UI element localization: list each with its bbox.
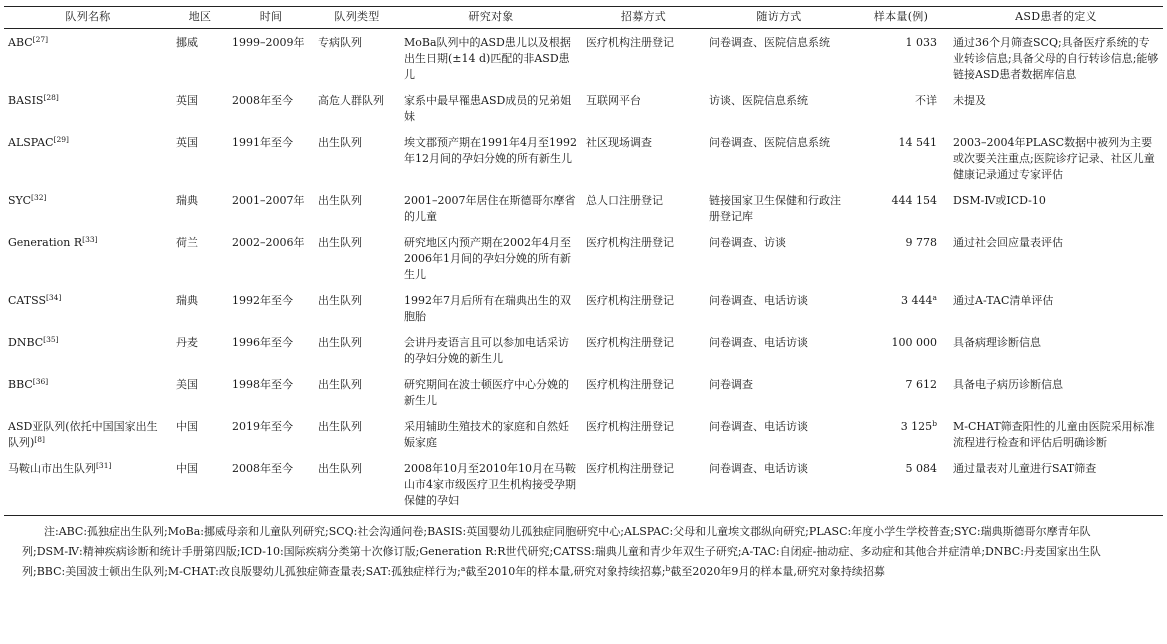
- cell-asd-definition-text: 具备病理诊断信息: [953, 336, 1041, 349]
- header-asd-definition: ASD患者的定义: [949, 7, 1163, 29]
- cell-sample-size-text: 5 084: [905, 462, 937, 475]
- cell-asd-definition-text: 通过36个月筛查SCQ;具备医疗系统的专业转诊信息;具备父母的自行转诊信息;能够链接ASD患者数据库信息: [953, 36, 1159, 81]
- cell-region: [172, 413, 228, 455]
- cell-cohort-type: [314, 87, 400, 129]
- cell-cohort-name: [4, 229, 172, 287]
- cell-region: [172, 287, 228, 329]
- cell-region-text: 挪威: [176, 36, 198, 49]
- cell-region-text: 中国: [176, 462, 198, 475]
- cell-sample-size: [853, 29, 949, 88]
- cell-time: [228, 371, 314, 413]
- header-subject: 研究对象: [400, 7, 582, 29]
- cell-cohort-type: [314, 187, 400, 229]
- cell-time-text: 1996年至今: [232, 336, 293, 349]
- cell-asd-definition-text: M-CHAT筛查阳性的儿童由医院采用标准流程进行检查和评估后明确诊断: [953, 420, 1155, 449]
- footnote-sup-a: a: [460, 564, 466, 573]
- cell-region-text: 瑞典: [176, 194, 198, 207]
- cell-time: [228, 87, 314, 129]
- cell-followup-text: 问卷调查、医院信息系统: [709, 136, 830, 149]
- cell-recruit-text: 医疗机构注册登记: [586, 462, 674, 475]
- cell-followup: [705, 329, 853, 371]
- cell-sample-size: [853, 413, 949, 455]
- cell-recruit-text: 医疗机构注册登记: [586, 236, 674, 249]
- cell-time: [228, 287, 314, 329]
- cell-cohort-name-text: DNBC: [8, 336, 44, 349]
- cell-subject-text: 1992年7月后所有在瑞典出生的双胞胎: [404, 294, 571, 323]
- footnote-sup-b: b: [665, 564, 671, 573]
- cell-time-text: 1991年至今: [232, 136, 293, 149]
- cell-subject: [400, 287, 582, 329]
- cell-recruit-text: 医疗机构注册登记: [586, 36, 674, 49]
- cell-followup: [705, 87, 853, 129]
- cell-asd-definition: [949, 455, 1163, 516]
- cell-region-text: 英国: [176, 136, 198, 149]
- cell-subject-text: 研究地区内预产期在2002年4月至2006年1月间的孕妇分娩的所有新生儿: [404, 236, 571, 281]
- cell-followup-text: 问卷调查、电话访谈: [709, 336, 808, 349]
- cell-cohort-type-text: 出生队列: [318, 294, 362, 307]
- cell-recruit-text: 医疗机构注册登记: [586, 294, 674, 307]
- cell-region-text: 英国: [176, 94, 198, 107]
- cell-followup: [705, 287, 853, 329]
- cell-cohort-type-text: 高危人群队列: [318, 94, 384, 107]
- cell-cohort-name: [4, 413, 172, 455]
- cell-followup: [705, 229, 853, 287]
- cell-region-text: 丹麦: [176, 336, 198, 349]
- cell-sample-size: [853, 371, 949, 413]
- cell-asd-definition: [949, 413, 1163, 455]
- cell-time: [228, 129, 314, 187]
- cell-time: [228, 229, 314, 287]
- cell-followup: [705, 187, 853, 229]
- cell-followup-text: 访谈、医院信息系统: [709, 94, 808, 107]
- cell-followup-text: 问卷调查、电话访谈: [709, 294, 808, 307]
- table-row: [4, 455, 1163, 516]
- sample-footnote-marker: b: [932, 419, 937, 428]
- cell-subject-text: 家系中最早罹患ASD成员的兄弟姐妹: [404, 94, 572, 123]
- cell-asd-definition: [949, 187, 1163, 229]
- cell-cohort-type: [314, 29, 400, 88]
- cell-region-text: 中国: [176, 420, 198, 433]
- cell-region: [172, 329, 228, 371]
- cell-asd-definition: [949, 229, 1163, 287]
- cell-cohort-type: [314, 129, 400, 187]
- cell-subject-text: 2008年10月至2010年10月在马鞍山市4家市级医疗卫生机构接受孕期保健的孕妇: [404, 462, 576, 507]
- reference-marker: [28]: [43, 93, 59, 102]
- cell-region: [172, 87, 228, 129]
- cell-subject: [400, 371, 582, 413]
- cell-sample-size-text: 7 612: [905, 378, 937, 391]
- cell-recruit-text: 互联网平台: [586, 94, 641, 107]
- table-body: [4, 29, 1163, 516]
- cell-sample-size-text: 3 125: [900, 420, 933, 433]
- cell-followup-text: 问卷调查、医院信息系统: [709, 36, 830, 49]
- cell-recruit-text: 社区现场调查: [586, 136, 652, 149]
- cell-time-text: 2008年至今: [232, 94, 293, 107]
- cell-asd-definition-text: 2003–2004年PLASC数据中被列为主要或次要关注重点;医院诊疗记录、社区儿童健康记录通过专家评估: [953, 136, 1155, 181]
- header-recruit: 招募方式: [582, 7, 705, 29]
- reference-marker: [34]: [45, 293, 62, 302]
- header-time: 时间: [228, 7, 314, 29]
- cell-time-text: 1999–2009年: [232, 36, 305, 49]
- cell-asd-definition: [949, 287, 1163, 329]
- cell-time: [228, 413, 314, 455]
- cell-followup-text: 问卷调查: [709, 378, 753, 391]
- cell-recruit: [582, 287, 705, 329]
- cell-recruit: [582, 329, 705, 371]
- cell-cohort-type-text: 出生队列: [318, 136, 362, 149]
- cell-recruit: [582, 413, 705, 455]
- cell-recruit-text: 医疗机构注册登记: [586, 420, 674, 433]
- cell-region-text: 荷兰: [176, 236, 198, 249]
- cell-followup: [705, 129, 853, 187]
- cell-cohort-name: [4, 287, 172, 329]
- cell-asd-definition-text: 通过A-TAC清单评估: [953, 294, 1054, 307]
- cell-subject-text: 研究期间在波士顿医疗中心分娩的新生儿: [404, 378, 569, 407]
- cell-subject: [400, 129, 582, 187]
- cell-cohort-type-text: 专病队列: [318, 36, 362, 49]
- cell-sample-size-text: 1 033: [905, 36, 937, 49]
- cell-subject: [400, 413, 582, 455]
- cell-asd-definition-text: DSM-Ⅳ或ICD-10: [953, 194, 1046, 207]
- reference-marker: [29]: [53, 135, 69, 144]
- cell-cohort-name: [4, 329, 172, 371]
- cell-asd-definition-text: 通过量表对儿童进行SAT筛查: [953, 462, 1097, 475]
- cell-subject-text: 2001–2007年居住在斯德哥尔摩省的儿童: [404, 194, 576, 223]
- cell-cohort-type-text: 出生队列: [318, 420, 362, 433]
- cell-subject-text: MoBa队列中的ASD患儿以及根据出生日期(±14 d)匹配的非ASD患儿: [404, 36, 571, 81]
- cell-asd-definition-text: 具备电子病历诊断信息: [953, 378, 1063, 391]
- cell-subject: [400, 329, 582, 371]
- cell-recruit: [582, 229, 705, 287]
- cell-time: [228, 455, 314, 516]
- cell-cohort-name-text: ABC: [8, 36, 33, 49]
- table-row: [4, 87, 1163, 129]
- cell-cohort-type-text: 出生队列: [318, 378, 362, 391]
- cell-followup: [705, 455, 853, 516]
- cell-recruit: [582, 371, 705, 413]
- header-region: 地区: [172, 7, 228, 29]
- cell-followup: [705, 29, 853, 88]
- cell-asd-definition: [949, 29, 1163, 88]
- footnote-b-text: 截至2020年9月的样本量,研究对象持续招募: [670, 565, 885, 578]
- table-row: [4, 329, 1163, 371]
- cell-cohort-name-text: ASD亚队列(依托中国国家出生队列): [8, 420, 158, 449]
- cell-cohort-name-text: BASIS: [8, 94, 44, 107]
- cell-followup-text: 问卷调查、访谈: [709, 236, 786, 249]
- table-row: [4, 229, 1163, 287]
- cell-recruit: [582, 87, 705, 129]
- cell-asd-definition: [949, 87, 1163, 129]
- reference-marker: [35]: [43, 335, 59, 344]
- cell-asd-definition: [949, 371, 1163, 413]
- cell-sample-size: [853, 87, 949, 129]
- cell-cohort-type: [314, 329, 400, 371]
- table-row: [4, 287, 1163, 329]
- cell-cohort-name-text: SYC: [8, 194, 32, 207]
- cell-cohort-type: [314, 413, 400, 455]
- cell-cohort-name: [4, 371, 172, 413]
- cell-subject: [400, 187, 582, 229]
- cell-region-text: 美国: [176, 378, 198, 391]
- cell-cohort-name-text: Generation R: [8, 236, 83, 249]
- cell-sample-size: [853, 229, 949, 287]
- cell-cohort-type-text: 出生队列: [318, 462, 362, 475]
- cell-cohort-type-text: 出生队列: [318, 336, 362, 349]
- cell-recruit: [582, 455, 705, 516]
- cell-followup: [705, 413, 853, 455]
- cell-followup-text: 问卷调查、电话访谈: [709, 462, 808, 475]
- cell-followup-text: 问卷调查、电话访谈: [709, 420, 808, 433]
- cell-sample-size: [853, 287, 949, 329]
- table-row: [4, 371, 1163, 413]
- cell-time-text: 2002–2006年: [232, 236, 305, 249]
- cohort-table: [4, 6, 1163, 516]
- reference-marker: [8]: [34, 435, 45, 444]
- reference-marker: [31]: [96, 461, 112, 470]
- cell-asd-definition: [949, 129, 1163, 187]
- table-row: [4, 29, 1163, 88]
- table-row: [4, 129, 1163, 187]
- cell-asd-definition-text: 未提及: [953, 94, 986, 107]
- cell-sample-size: [853, 455, 949, 516]
- cell-sample-size-text: 不详: [915, 94, 937, 107]
- cell-region: [172, 29, 228, 88]
- cell-time: [228, 187, 314, 229]
- cell-region: [172, 229, 228, 287]
- cell-cohort-name: [4, 129, 172, 187]
- cell-subject: [400, 87, 582, 129]
- sample-footnote-marker: a: [932, 293, 937, 302]
- cell-subject: [400, 455, 582, 516]
- cell-recruit-text: 医疗机构注册登记: [586, 378, 674, 391]
- table-footnote: [4, 516, 1145, 582]
- cell-cohort-name-text: 马鞍山市出生队列: [8, 462, 96, 475]
- cell-asd-definition: [949, 329, 1163, 371]
- header-sample-size: 样本量(例): [853, 7, 949, 29]
- cell-cohort-type: [314, 229, 400, 287]
- cell-subject: [400, 29, 582, 88]
- cell-region: [172, 455, 228, 516]
- cell-time-text: 2019年至今: [232, 420, 293, 433]
- cell-sample-size-text: 9 778: [905, 236, 937, 249]
- cell-recruit: [582, 187, 705, 229]
- reference-marker: [36]: [32, 377, 49, 386]
- cell-subject: [400, 229, 582, 287]
- footnote-a-text: 截至2010年的样本量,研究对象持续招募;: [465, 565, 666, 578]
- cell-sample-size-text: 14 541: [898, 136, 937, 149]
- table-header: [4, 7, 1163, 29]
- cell-cohort-name: [4, 455, 172, 516]
- cell-subject-text: 埃文郡预产期在1991年4月至1992年12月间的孕妇分娩的所有新生儿: [404, 136, 577, 165]
- cell-followup: [705, 371, 853, 413]
- cell-cohort-type-text: 出生队列: [318, 236, 362, 249]
- cell-sample-size-text: 444 154: [891, 194, 937, 207]
- cell-region: [172, 371, 228, 413]
- cell-time-text: 2001–2007年: [232, 194, 305, 207]
- cell-cohort-name-text: BBC: [8, 378, 33, 391]
- header-cohort-type: 队列类型: [314, 7, 400, 29]
- reference-marker: [27]: [32, 35, 49, 44]
- cell-recruit: [582, 129, 705, 187]
- cell-asd-definition-text: 通过社会回应量表评估: [953, 236, 1063, 249]
- cell-time: [228, 329, 314, 371]
- footnote-main: 注:ABC:孤独症出生队列;MoBa:挪威母亲和儿童队列研究;SCQ:社会沟通问卷;BASIS:英国婴幼儿孤独症同胞研究中心;ALSPAC:父母和儿童埃文郡纵向研究;PLASC:年度小学生学校普查;SYC:瑞典斯德哥尔摩青年队列;DSM-Ⅳ:精神疾病诊断和统计手册第四版;ICD-10:国际疾病分类第十次修订版;Generation R:R世代研究;CATSS:瑞典儿童和青少年双生子研究;A-TAC:自闭症-抽动症、多动症和其他合并症清单;DNBC:丹麦国家出生队列;BBC:美国波士顿出生队列;M-CHAT:改良版婴幼儿孤独症筛查量表;SAT:孤独症样行为;: [22, 525, 1101, 578]
- cell-sample-size-text: 3 444: [901, 294, 933, 307]
- cell-cohort-type: [314, 371, 400, 413]
- cell-cohort-name: [4, 87, 172, 129]
- header-followup: 随访方式: [705, 7, 853, 29]
- cell-subject-text: 会讲丹麦语言且可以参加电话采访的孕妇分娩的新生儿: [404, 336, 569, 365]
- cell-subject-text: 采用辅助生殖技术的家庭和自然妊娠家庭: [404, 420, 569, 449]
- cell-sample-size: [853, 129, 949, 187]
- cell-cohort-name: [4, 29, 172, 88]
- cell-cohort-name-text: ALSPAC: [8, 136, 54, 149]
- cell-time-text: 2008年至今: [232, 462, 293, 475]
- cell-time: [228, 29, 314, 88]
- cell-cohort-name: [4, 187, 172, 229]
- cell-recruit: [582, 29, 705, 88]
- cell-sample-size-text: 100 000: [891, 336, 937, 349]
- cell-cohort-type: [314, 455, 400, 516]
- cell-region: [172, 129, 228, 187]
- cell-region-text: 瑞典: [176, 294, 198, 307]
- header-cohort-name: 队列名称: [4, 7, 172, 29]
- table-row: [4, 187, 1163, 229]
- reference-marker: [32]: [31, 193, 47, 202]
- cell-region: [172, 187, 228, 229]
- cell-sample-size: [853, 187, 949, 229]
- cell-time-text: 1992年至今: [232, 294, 293, 307]
- cell-recruit-text: 总人口注册登记: [586, 194, 663, 207]
- cell-cohort-type-text: 出生队列: [318, 194, 362, 207]
- cell-time-text: 1998年至今: [232, 378, 293, 391]
- cell-followup-text: 链接国家卫生保健和行政注册登记库: [709, 194, 841, 223]
- table-row: [4, 413, 1163, 455]
- cell-sample-size: [853, 329, 949, 371]
- reference-marker: [33]: [82, 235, 98, 244]
- cell-cohort-name-text: CATSS: [8, 294, 46, 307]
- cell-recruit-text: 医疗机构注册登记: [586, 336, 674, 349]
- cell-cohort-type: [314, 287, 400, 329]
